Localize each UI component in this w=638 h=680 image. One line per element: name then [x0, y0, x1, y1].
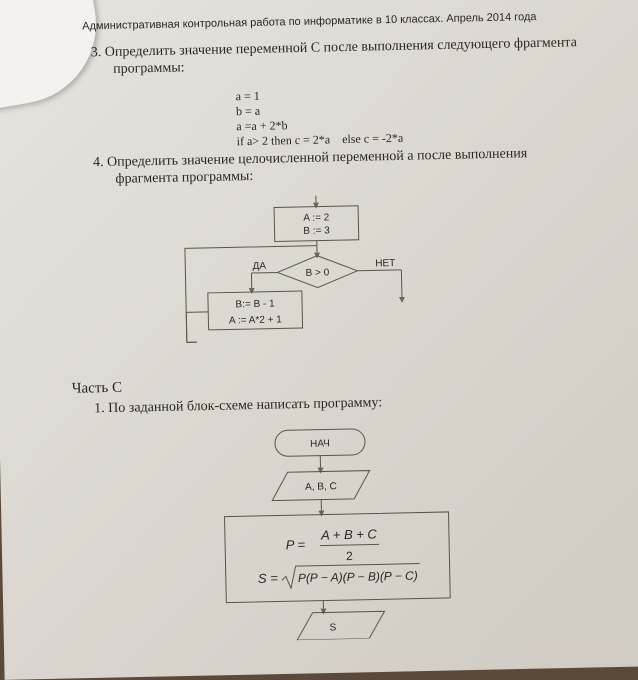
flowc-output-label: S	[329, 622, 336, 633]
flowc-input-label: A, B, C	[305, 481, 337, 493]
flowc-start-label: НАЧ	[310, 438, 330, 449]
flow4-no-label: НЕТ	[375, 258, 395, 269]
flowc-s-radicand: P(P − A)(P − B)(P − C)	[298, 569, 418, 586]
flowc-p-left: P =	[286, 537, 306, 552]
flowc-fraction-bar	[320, 544, 379, 545]
task-3-text-2: программы:	[113, 60, 185, 76]
task-4-number: 4.	[93, 155, 104, 170]
flow4-yes-line	[251, 272, 277, 273]
flow4-body-2: A := A*2 + 1	[229, 314, 282, 326]
flow4-condition: B > 0	[306, 267, 330, 279]
flowc-p-num: A + B + C	[320, 526, 378, 542]
flowc-p-den: 2	[346, 549, 353, 563]
flow4-yes-label: ДА	[252, 261, 266, 272]
part-c-task-1-number: 1.	[94, 401, 105, 416]
header: Административная контрольная работа по информатике в 10 классах. Апрель 2014 года	[82, 11, 536, 33]
part-c-title: Часть С	[72, 380, 123, 398]
flow4-no-line	[357, 270, 401, 271]
code-line-1: a = 1	[236, 89, 260, 105]
part-c-task-1-text: По заданной блок-схеме написать программу:	[108, 395, 382, 416]
code-line-3: a =a + 2*b	[236, 118, 287, 134]
flow4-init-1: A := 2	[303, 212, 330, 224]
task-4-text-1: Определить значение целочисленной переменной a после выполнения	[107, 146, 527, 170]
task-4-text-2: фрагмента программы:	[115, 169, 253, 187]
code-line-4: if a> 2 then c = 2*a else c = -2*a	[237, 131, 404, 149]
task-3-number: 3.	[91, 45, 102, 60]
flowc-process-box	[225, 512, 451, 603]
flow4-init-2: B := 3	[303, 225, 330, 237]
flowc-output-shape	[297, 611, 386, 640]
code-line-2: b = a	[236, 104, 260, 120]
flow4-no-arrow	[401, 270, 402, 300]
flow4-loop-a	[186, 312, 209, 342]
flowc-s-left: S =	[258, 571, 279, 586]
task-3-text-1: Определить значение переменной C после выполнения следующего фрагмента	[105, 35, 577, 60]
flow4-body-1: B:= B - 1	[235, 299, 275, 311]
